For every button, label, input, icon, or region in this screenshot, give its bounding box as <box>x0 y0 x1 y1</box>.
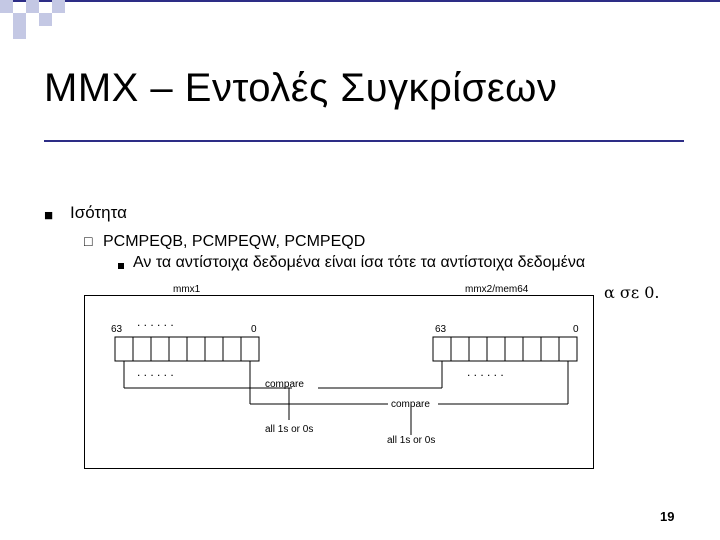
top-accent-line <box>0 0 720 2</box>
reg1-dots-top: . . . . . . <box>137 315 174 329</box>
hollow-square-bullet-icon: □ <box>84 233 93 249</box>
compare-label-1: compare <box>265 379 304 390</box>
compare-diagram <box>84 284 594 469</box>
reg2-dots-bottom: . . . . . . <box>467 365 504 379</box>
reg1-label: mmx1 <box>173 284 201 295</box>
page-number: 19 <box>660 509 675 524</box>
reg2-bit-lo: 0 <box>573 324 579 335</box>
bullet-level3-partial: Αν τα αντίστοιχα δεδομένα είναι ίσα τότε τα αντίστοιχα δεδομένα <box>133 254 586 271</box>
result-label-1: all 1s or 0s <box>265 424 314 435</box>
result-label-2: all 1s or 0s <box>387 435 436 446</box>
reg1-bit-hi: 63 <box>111 324 123 335</box>
compare-label-2: compare <box>391 399 430 410</box>
square-bullet-icon: ■ <box>44 207 54 224</box>
reg2-bit-hi: 63 <box>435 324 447 335</box>
bullet-level1: Ισότητα <box>70 203 127 222</box>
corner-checker-decoration <box>0 0 64 40</box>
reg1-bit-lo: 0 <box>251 324 257 335</box>
bullet-level2: PCMPEQB, PCMPEQW, PCMPEQD <box>103 233 366 250</box>
slide-title: MMX – Εντολές Συγκρίσεων <box>44 66 558 110</box>
reg1-dots-bottom: . . . . . . <box>137 365 174 379</box>
compare-diagram-svg <box>85 284 593 468</box>
small-square-bullet-icon <box>118 263 124 269</box>
bullet-level3-tail: α σε 0. <box>604 283 660 302</box>
reg2-label: mmx2/mem64 <box>465 284 529 295</box>
title-underline <box>44 140 684 142</box>
